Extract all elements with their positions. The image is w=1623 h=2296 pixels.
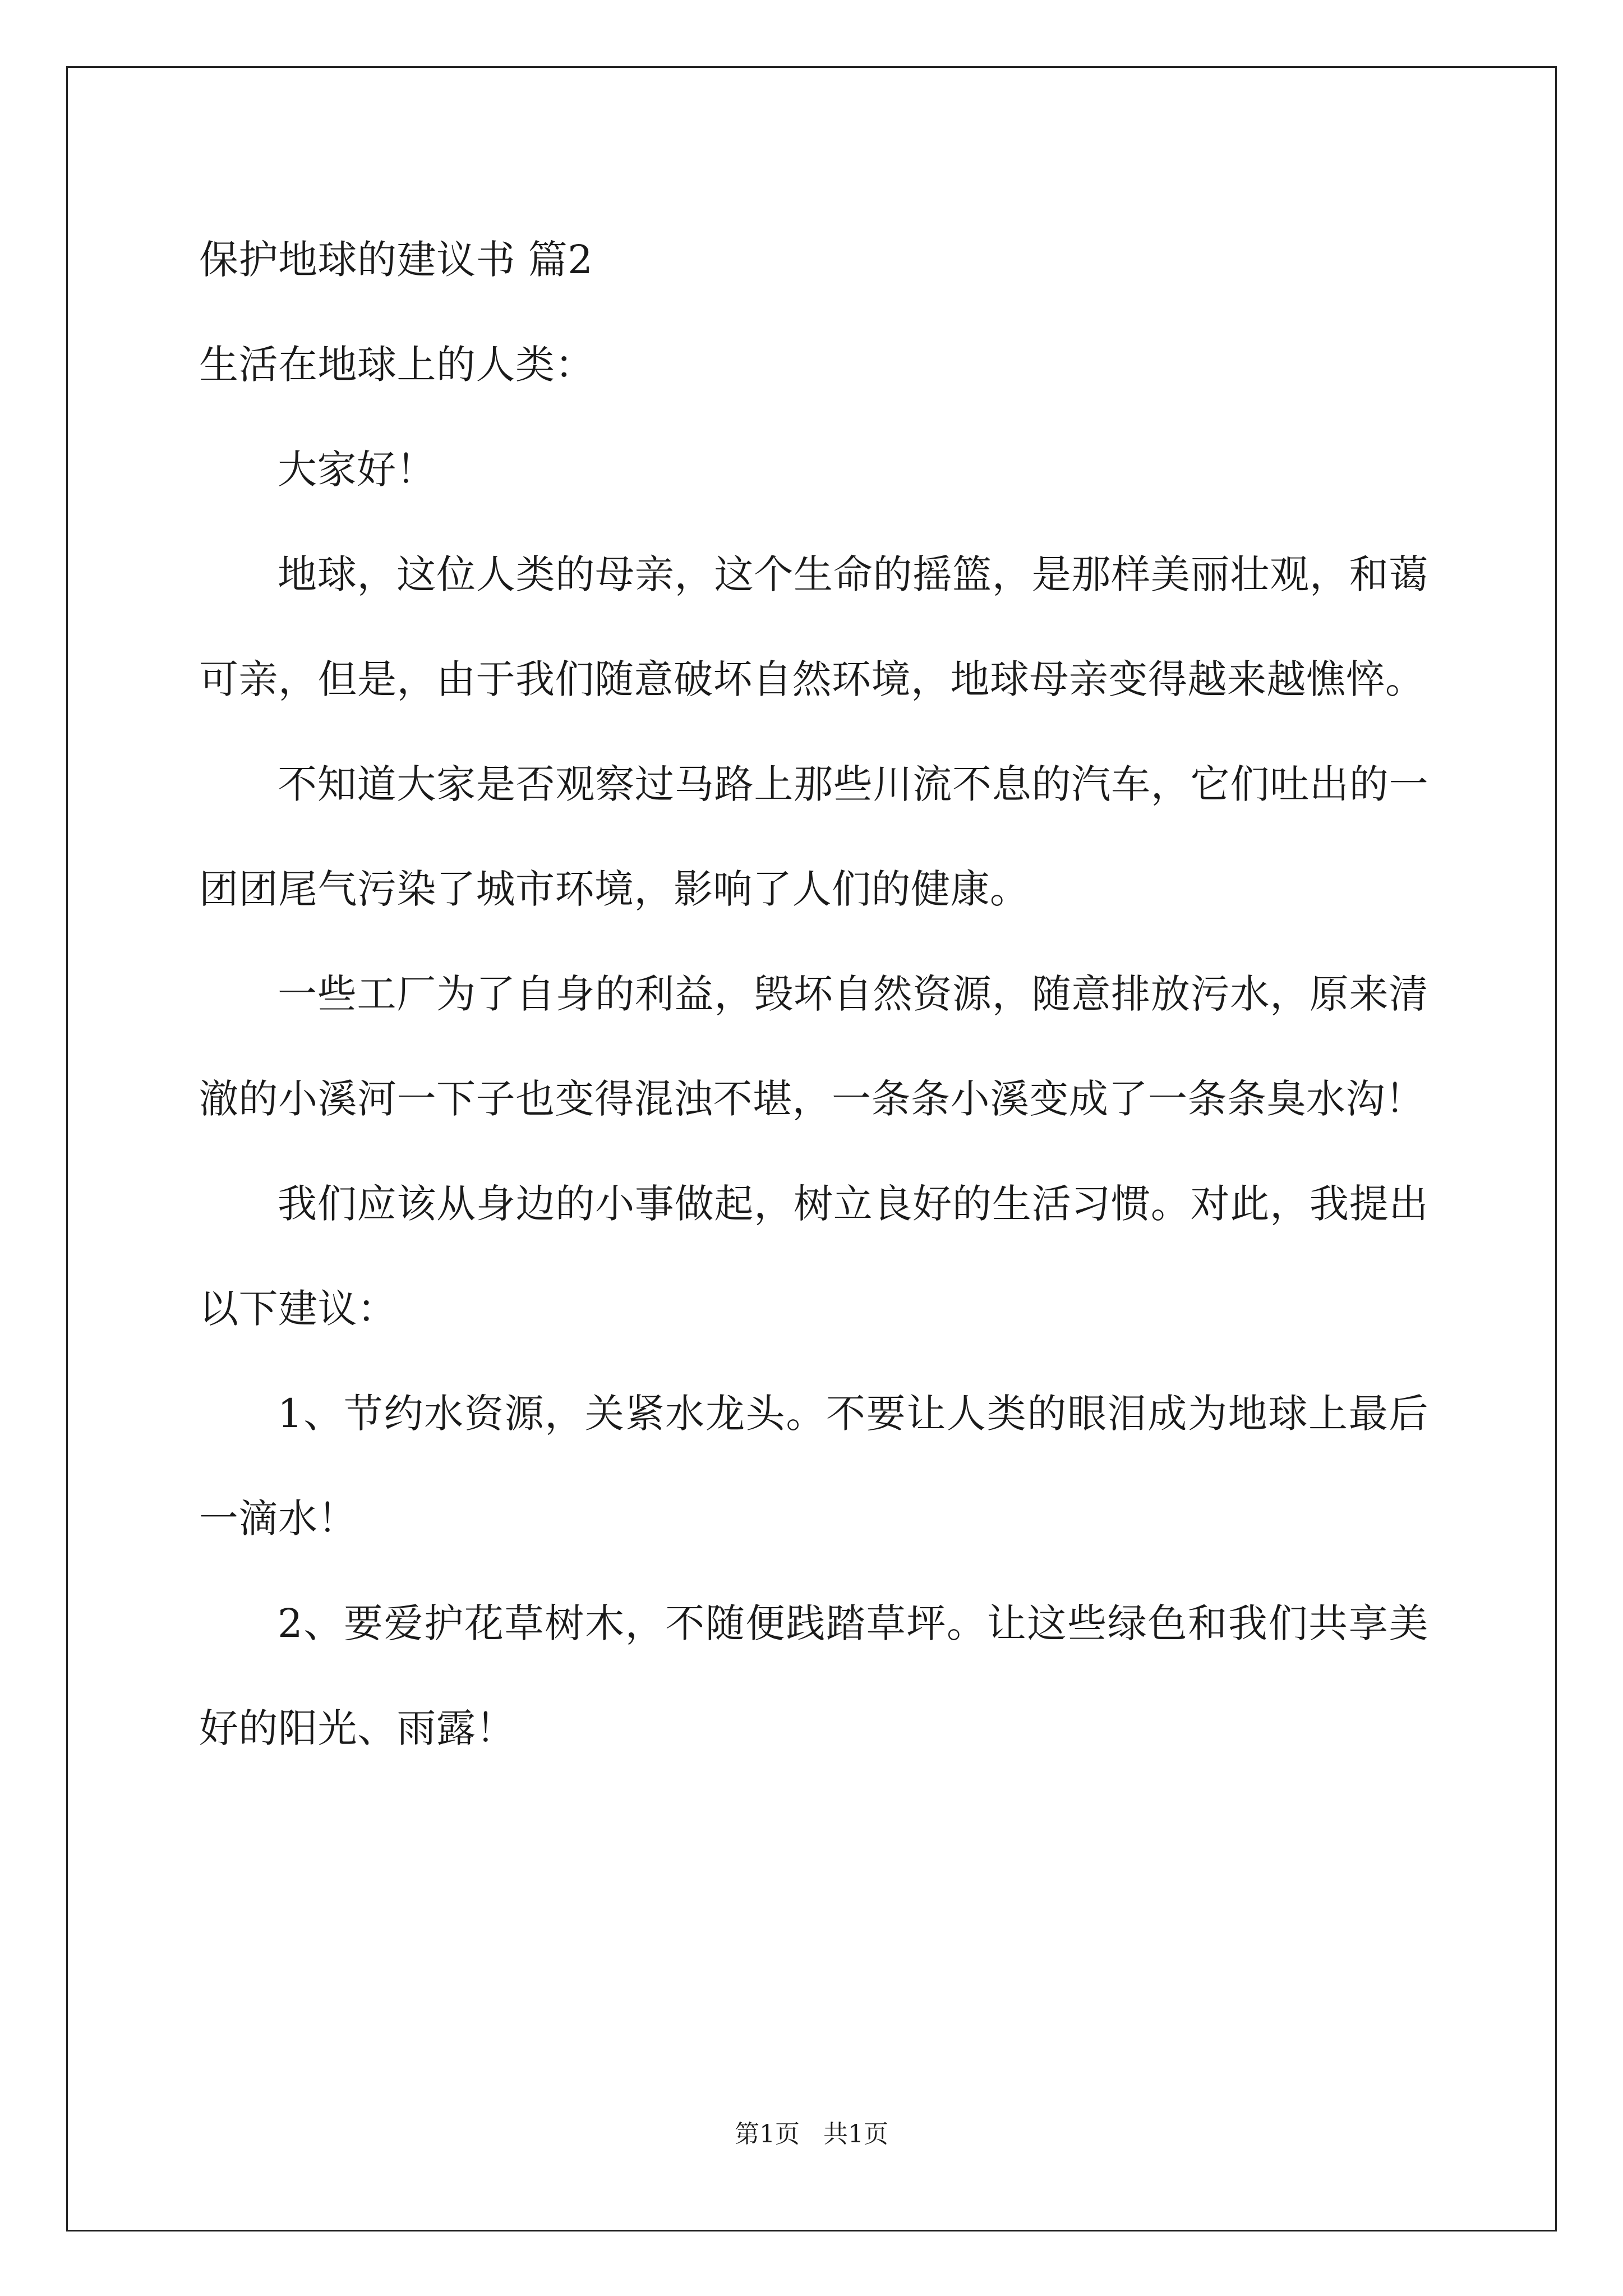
paragraph-cars: 不知道大家是否观察过马路上那些川流不息的汽车，它们吐出的一团团尾气污染了城市环境，影响了人们的健康。: [199, 761, 1428, 912]
paragraph-proposal-intro: 我们应该从身边的小事做起，树立良好的生活习惯。对此，我提出以下建议：: [199, 1181, 1428, 1332]
document-body: [199, 208, 1428, 1781]
page-total: 共1页: [823, 2120, 888, 2148]
salutation: 生活在地球上的人类：: [199, 342, 594, 388]
page-number: 第1页: [735, 2120, 800, 2148]
document-title: 保护地球的建议书 篇2: [199, 237, 593, 283]
page-footer: [0, 2118, 1623, 2151]
paragraph-suggestion-1: 1、节约水资源，关紧水龙头。不要让人类的眼泪成为地球上最后一滴水！: [199, 1391, 1428, 1542]
paragraph-earth: 地球，这位人类的母亲，这个生命的摇篮，是那样美丽壮观，和蔼可亲，但是，由于我们随意破坏自然环境，地球母亲变得越来越憔悴。: [199, 551, 1428, 702]
paragraph-suggestion-2: 2、要爱护花草树木，不随便践踏草坪。让这些绿色和我们共享美好的阳光、雨露！: [199, 1600, 1428, 1751]
greeting: 大家好！: [278, 447, 436, 493]
paragraph-factories: 一些工厂为了自身的利益，毁坏自然资源，随意排放污水，原来清澈的小溪河一下子也变得混浊不堪，一条条小溪变成了一条条臭水沟！: [199, 971, 1428, 1122]
